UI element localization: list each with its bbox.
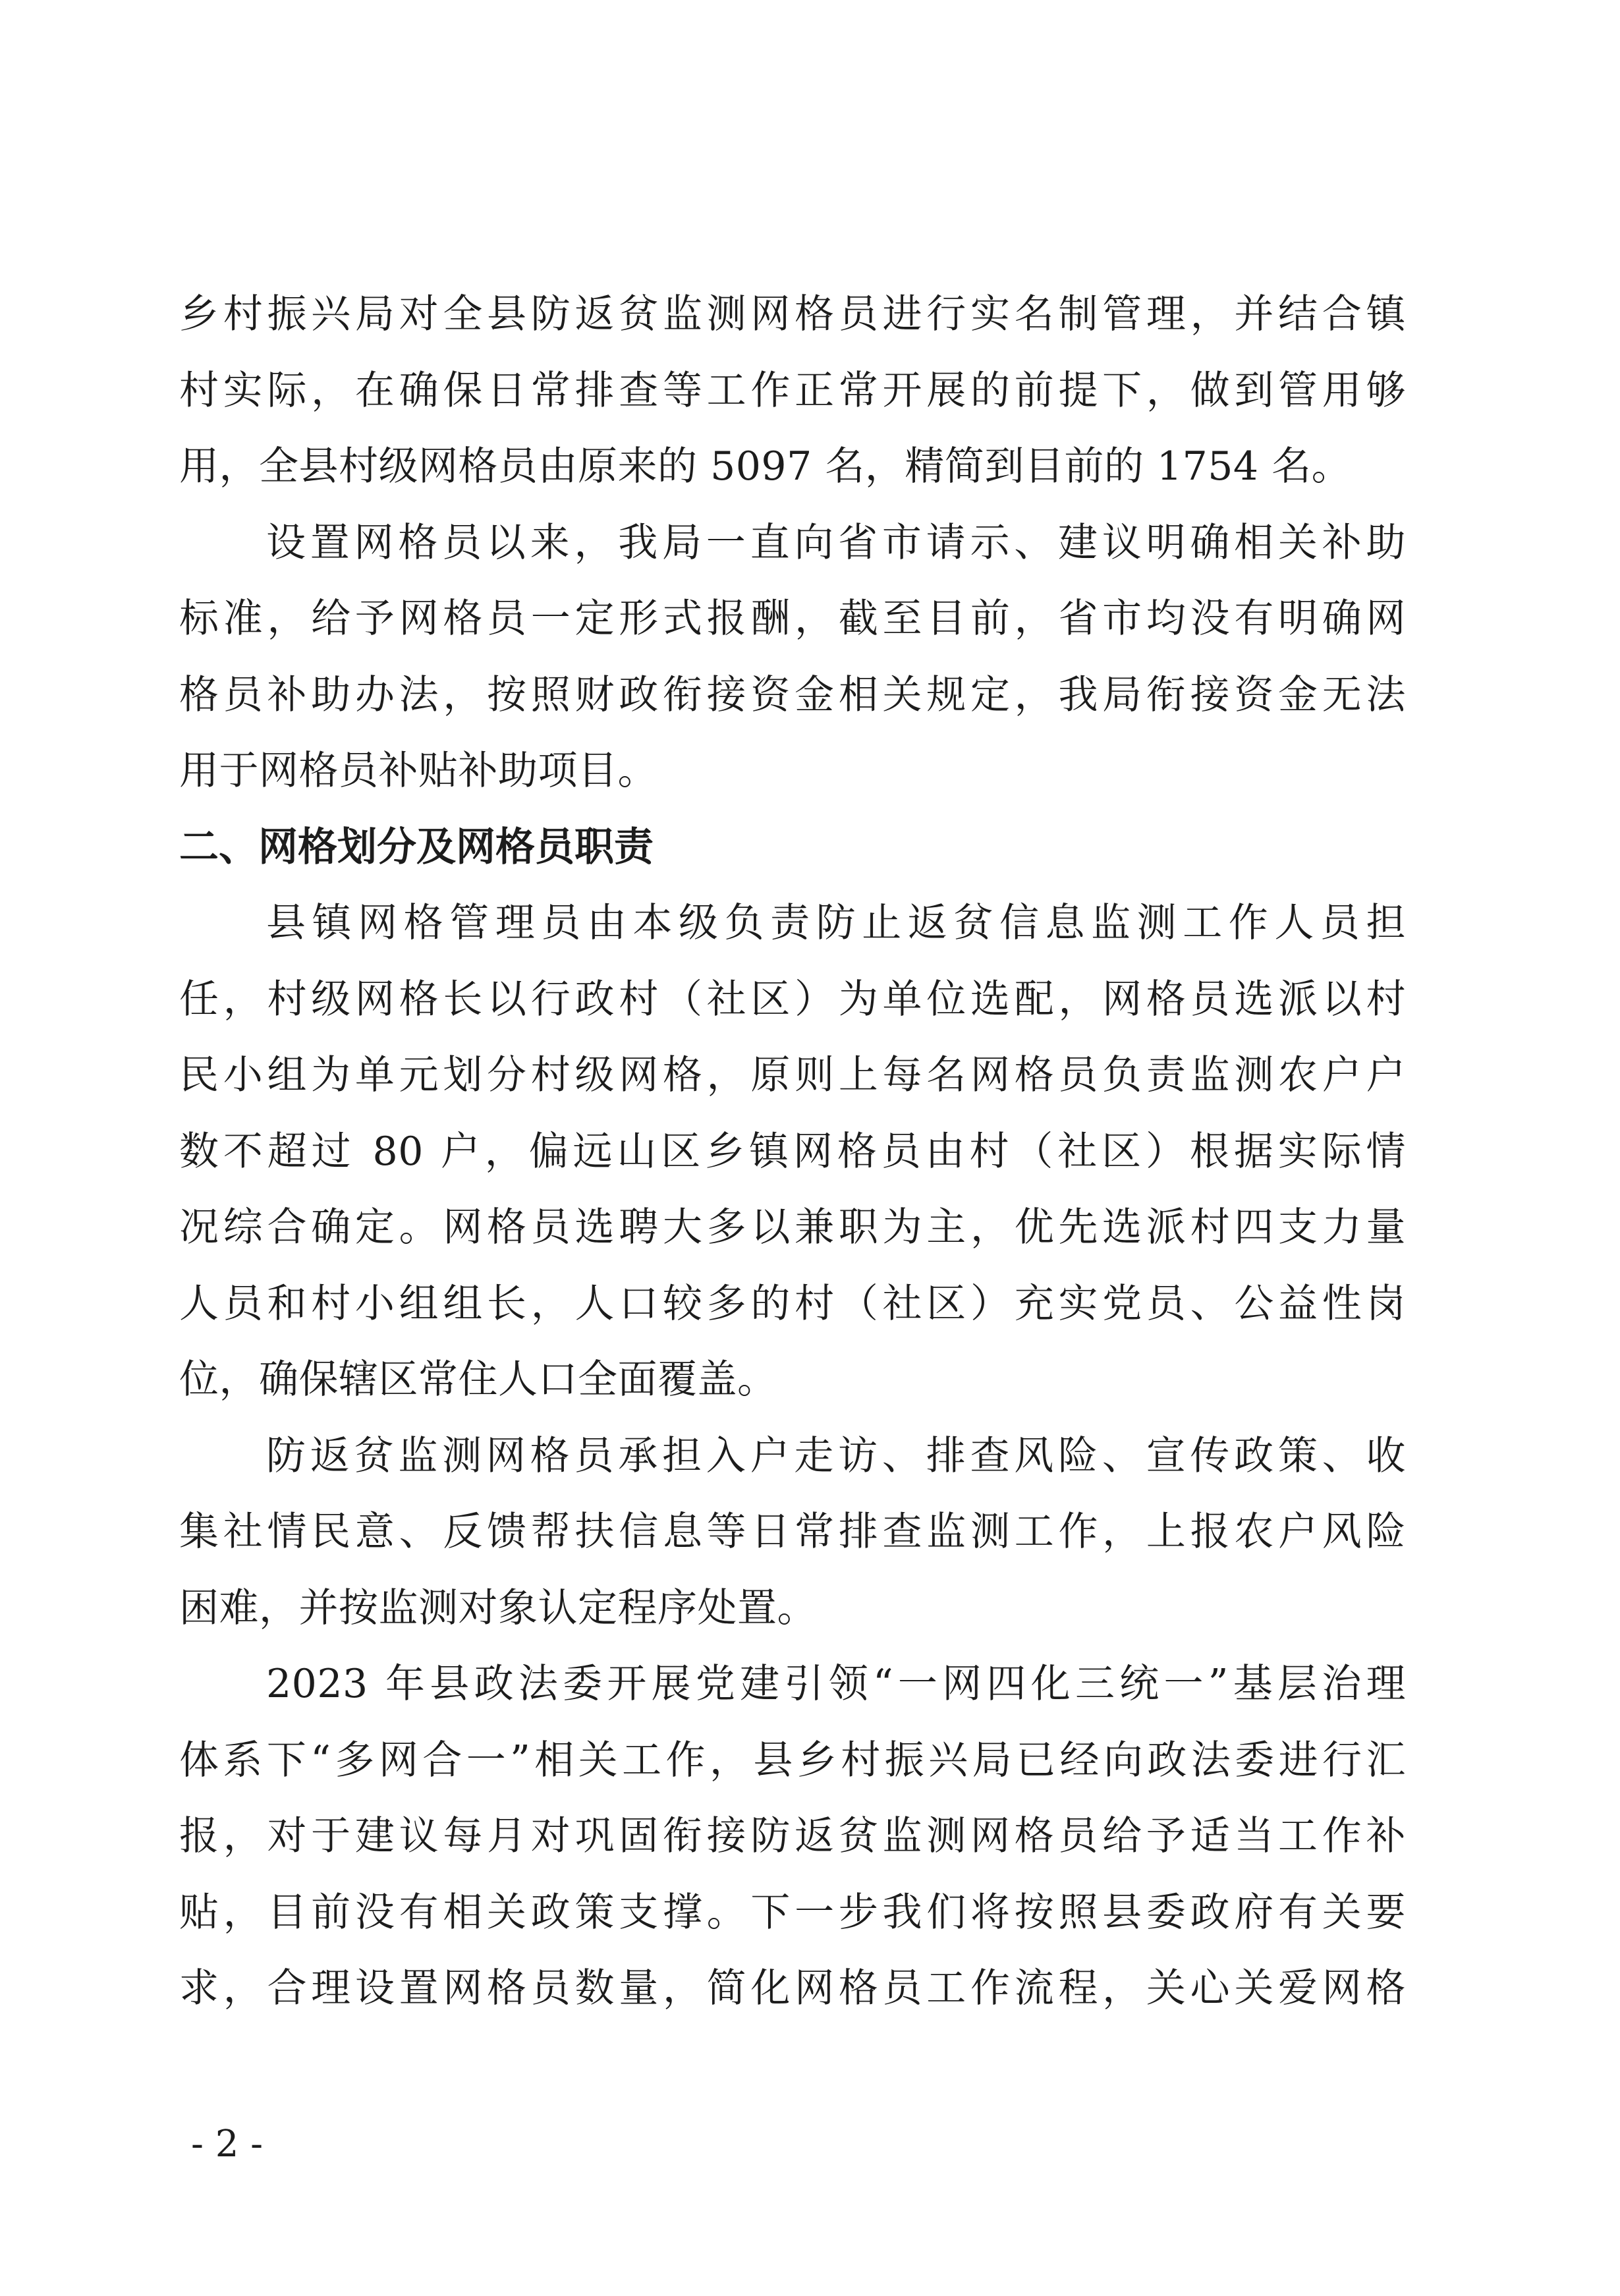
paragraph-line: 用于网格员补贴补助项目。 xyxy=(179,748,657,794)
paragraph-line: 2023 年县政法委开展党建引领“一网四化三统一”基层治理 xyxy=(266,1661,1406,1707)
paragraph-line: 防返贫监测网格员承担入户走访、排查风险、宣传政策、收 xyxy=(266,1432,1406,1479)
paragraph-line: 人员和村小组组长，人口较多的村（社区）充实党员、公益性岗 xyxy=(179,1280,1406,1327)
paragraph-line: 村实际，在确保日常排查等工作正常开展的前提下，做到管用够 xyxy=(179,367,1406,414)
paragraph-line: 位，确保辖区常住人口全面覆盖。 xyxy=(179,1357,777,1403)
paragraph-line: 标准，给予网格员一定形式报酬，截至目前，省市均没有明确网 xyxy=(179,596,1406,642)
paragraph xyxy=(179,1418,1406,1647)
paragraph xyxy=(179,885,1406,1418)
paragraph-line: 集社情民意、反馈帮扶信息等日常排查监测工作，上报农户风险 xyxy=(179,1509,1406,1555)
paragraph-line: 数不超过 80 户，偏远山区乡镇网格员由村（社区）根据实际情 xyxy=(179,1128,1406,1175)
paragraph-line: 格员补助办法，按照财政衔接资金相关规定，我局衔接资金无法 xyxy=(179,671,1406,718)
heading-text: 二、网格划分及网格员职责 xyxy=(179,824,654,870)
paragraph xyxy=(179,1646,1406,2027)
paragraph-line: 设置网格员以来，我局一直向省市请示、建议明确相关补助 xyxy=(266,519,1406,566)
paragraph xyxy=(179,505,1406,810)
paragraph-line: 乡村振兴局对全县防返贫监测网格员进行实名制管理，并结合镇 xyxy=(179,291,1406,337)
paragraph xyxy=(179,277,1406,505)
paragraph-line: 求，合理设置网格员数量，简化网格员工作流程，关心关爱网格 xyxy=(179,1965,1406,2011)
paragraph-line: 体系下“多网合一”相关工作，县乡村振兴局已经向政法委进行汇 xyxy=(179,1737,1406,1783)
paragraph-line: 民小组为单元划分村级网格，原则上每名网格员负责监测农户户 xyxy=(179,1052,1406,1098)
paragraph-line: 用，全县村级网格员由原来的 5097 名，精简到目前的 1754 名。 xyxy=(179,443,1352,490)
paragraph-line: 贴，目前没有相关政策支撑。下一步我们将按照县委政府有关要 xyxy=(179,1889,1406,1936)
paragraph-line: 任，村级网格长以行政村（社区）为单位选配，网格员选派以村 xyxy=(179,976,1406,1022)
section-heading xyxy=(179,810,1406,886)
paragraph-line: 困难，并按监测对象认定程序处置。 xyxy=(179,1584,817,1631)
paragraph-line: 报，对于建议每月对巩固衔接防返贫监测网格员给予适当工作补 xyxy=(179,1813,1406,1859)
document-body xyxy=(179,277,1406,2027)
paragraph-line: 况综合确定。网格员选聘大多以兼职为主，优先选派村四支力量 xyxy=(179,1204,1406,1250)
paragraph-line: 县镇网格管理员由本级负责防止返贫信息监测工作人员担 xyxy=(266,900,1406,946)
page-number: - 2 - xyxy=(191,2123,264,2166)
